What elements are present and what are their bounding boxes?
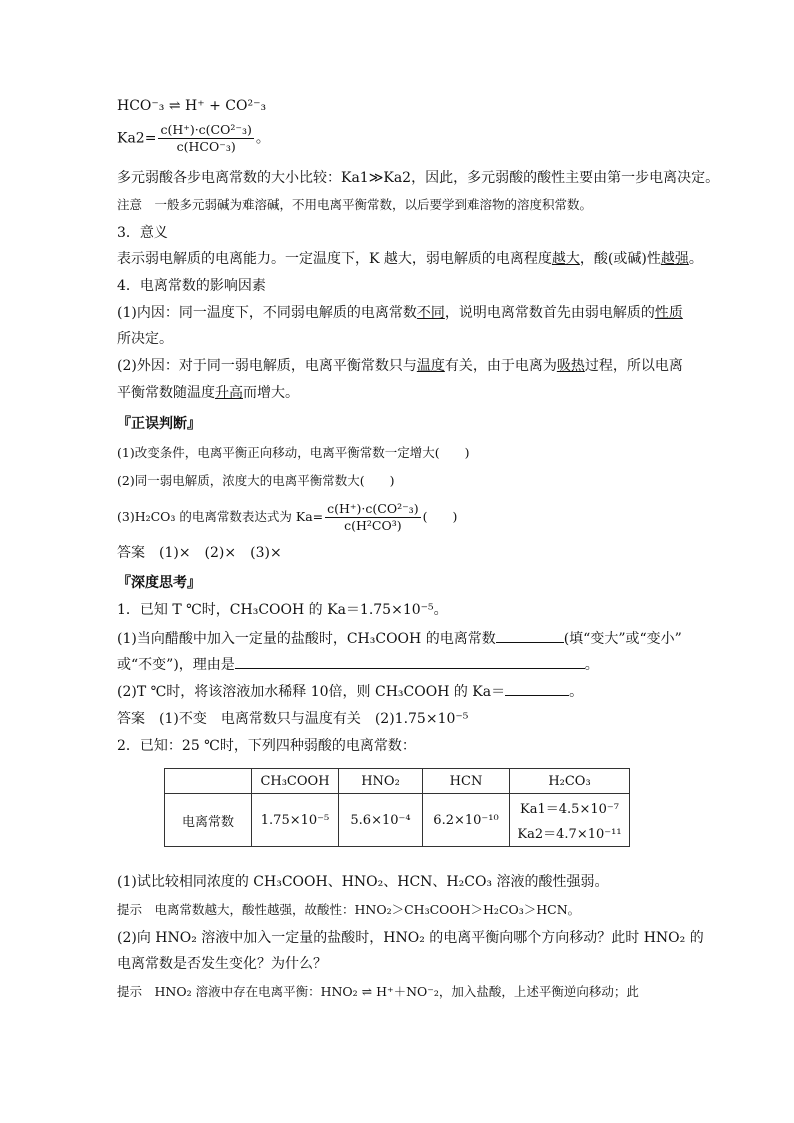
question [117,628,682,649]
question: 2．已知：25 ℃时，下列四种弱酸的电离常数： [117,738,416,754]
underlined-text: 吸热 [556,358,585,374]
text: (3)H₂CO₃ 的电离常数表达式为 Ka= [117,509,324,524]
underlined-text: 性质 [654,305,683,321]
row-label: 电离常数 [165,794,252,847]
text: 而增大。 [243,385,299,401]
ka2-value: Ka2＝4.7×10⁻¹¹ [517,827,622,842]
text: 平衡常数随温度 [117,385,215,401]
text: 过程，所以电离 [584,358,683,374]
question [117,681,583,702]
underlined-text: 越大 [551,251,580,267]
table-header-row [165,769,630,794]
underlined-text: 越强 [660,251,689,267]
table-cell [510,794,630,847]
section-heading: 『深度思考』 [117,575,201,591]
text: (2)外因：对于同一弱电解质，电离平衡常数只与 [117,358,417,374]
judgement-item: (1)改变条件，电离平衡正向移动，电离平衡常数一定增大( ) [117,445,470,460]
ka-numerator: c(H⁺)·c(CO²⁻₃) [327,501,419,516]
paragraph: 多元弱酸各步电离常数的大小比较：Ka1≫Ka2，因此，多元弱酸的酸性主要由第一步电离决定。 [117,170,720,186]
table-cell: 5.6×10⁻⁴ [339,794,423,847]
section-heading: 4．电离常数的影响因素 [117,278,266,294]
paragraph: 所决定。 [117,331,173,347]
ka2-fraction [158,122,253,155]
paragraph [117,249,703,269]
question: (2)向 HNO₂ 溶液中加入一定量的盐酸时，HNO₂ 的电离平衡向哪个方向移动？此时 HNO₂ 的 [117,930,704,946]
table-header: H₂CO₃ [510,769,630,794]
underlined-text: 温度 [416,358,445,374]
hint: 提示 HNO₂ 溶液中存在电离平衡：HNO₂ ⇌ H⁺＋NO⁻₂，加入盐酸，上述平衡逆向移动；此 [117,984,639,999]
section-heading: 『正误判断』 [117,416,201,432]
question: (1)试比较相同浓度的 CH₃COOH、HNO₂、HCN、H₂CO₃ 溶液的酸性强弱。 [117,874,609,890]
ionization-constants-table [164,768,630,847]
table-cell [165,769,252,794]
question [117,654,599,675]
ka2-numerator: c(H⁺)·c(CO²⁻₃) [160,122,252,137]
answer: 答案 (1)不变 电离常数只与温度有关 (2)1.75×10⁻⁵ [117,711,469,727]
equilibrium-equation: HCO⁻₃ ⇌ H⁺ + CO²⁻₃ [117,98,267,114]
text: ，说明电离常数首先由弱电解质的 [444,305,655,321]
text: 。 [688,251,703,267]
ka2-end: 。 [255,130,270,147]
text: ( ) [422,509,458,524]
judgement-item: (2)同一弱电解质，浓度大的电离平衡常数大( ) [117,473,395,488]
ka-fraction [325,501,420,534]
question: 1．已知 T ℃时，CH₃COOH 的 Ka＝1.75×10⁻⁵。 [117,602,448,618]
text: (1)内因：同一温度下，不同弱电解质的电离常数 [117,305,417,321]
ka-denominator: c(H²CO³) [344,518,402,533]
underlined-text: 不同 [416,305,445,321]
text: (2)T ℃时，将该溶液加水稀释 10倍，则 CH₃COOH 的 Ka＝ [117,684,506,700]
table-cell: 6.2×10⁻¹⁰ [423,794,510,847]
text: (填“变大”或“变小” [563,631,682,647]
text: 表示弱电解质的电离能力。一定温度下，K 越大，弱电解质的电离程度 [117,251,552,267]
paragraph [117,383,299,403]
judgement-item [117,501,457,534]
answer-blank[interactable] [235,654,585,669]
text: 或“不变”)，理由是 [117,657,235,673]
ka2-denominator: c(HCO⁻₃) [176,139,236,154]
table-row [165,794,630,847]
answer-blank[interactable] [496,628,564,643]
table-header: HNO₂ [339,769,423,794]
table-header: CH₃COOH [252,769,339,794]
table-cell: 1.75×10⁻⁵ [252,794,339,847]
underlined-text: 升高 [215,385,243,401]
text: 。 [569,684,584,700]
text: 有关，由于电离为 [444,358,557,374]
question: 电离常数是否发生变化？为什么？ [117,956,327,972]
paragraph [117,356,683,376]
paragraph [117,303,683,323]
ka2-label: Ka2= [117,130,157,147]
ka2-expression [117,122,270,155]
text: 。 [584,657,599,673]
text: (1)当向醋酸中加入一定量的盐酸时，CH₃COOH 的电离常数 [117,631,496,647]
section-heading: 3．意义 [117,225,168,241]
table-header: HCN [423,769,510,794]
answer: 答案 (1)× (2)× (3)× [117,545,282,561]
hint: 提示 电离常数越大，酸性越强，故酸性：HNO₂＞CH₃COOH＞H₂CO₃＞HCN。 [117,902,581,917]
ka1-value: Ka1＝4.5×10⁻⁷ [520,802,619,817]
answer-blank[interactable] [505,681,569,696]
note: 注意 一般多元弱碱为难溶碱，不用电离平衡常数，以后要学到难溶物的溶度积常数。 [117,197,593,212]
text: ，酸(或碱)性 [579,251,661,267]
